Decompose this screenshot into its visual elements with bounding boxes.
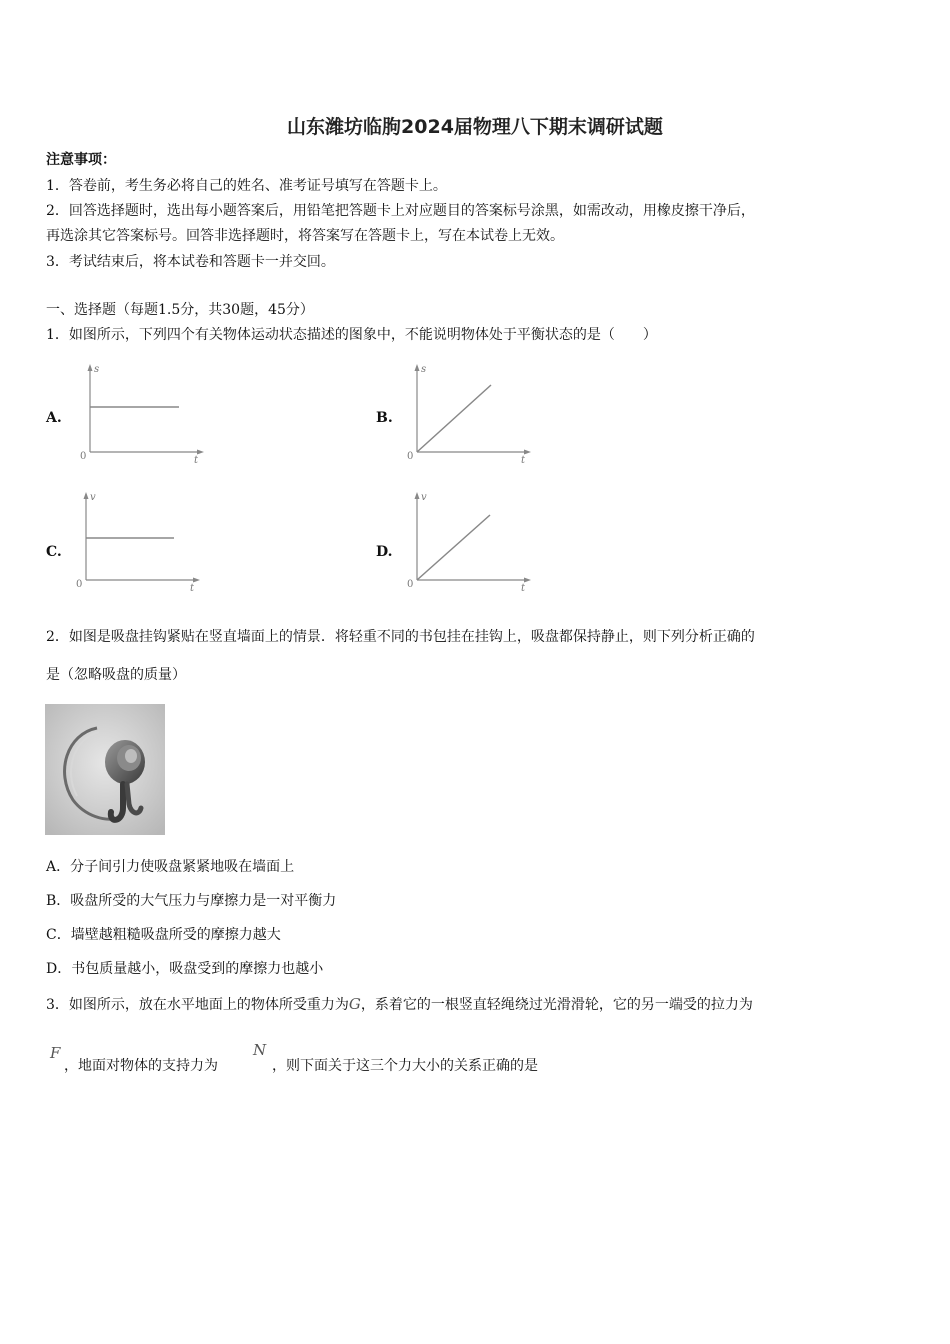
origin-label: 0: [407, 451, 414, 462]
x-axis-label: t: [521, 583, 526, 594]
y-axis-label: s: [421, 364, 427, 375]
x-axis-label: t: [521, 455, 526, 466]
section-heading: 一、选择题（每题1.5分，共30题，45分）: [46, 302, 314, 318]
question-3-stem-cont: ，地面对物体的支持力为: [64, 1058, 218, 1074]
notice-item: 再选涂其它答案标号。回答非选择题时，将答案写在答题卡上，写在本试卷上无效。: [46, 228, 564, 244]
q2-option-b: B．吸盘所受的大气压力与摩擦力是一对平衡力: [46, 893, 337, 909]
y-axis-label: s: [94, 364, 100, 375]
page-title: 山东潍坊临朐2024届物理八下期末调研试题: [287, 116, 663, 138]
q2-option-c: C．墙壁越粗糙吸盘所受的摩擦力越大: [46, 927, 281, 943]
x-axis-arrow: [197, 450, 204, 455]
option-d-label: D.: [376, 544, 393, 560]
option-b-label: B.: [376, 410, 393, 426]
notice-item: 3．考试结束后，将本试卷和答题卡一并交回。: [46, 254, 335, 270]
notice-item: 1．答卷前，考生务必将自己的姓名、准考证号填写在答题卡上。: [46, 178, 447, 194]
question-2-stem: 2．如图是吸盘挂钩紧贴在竖直墙面上的情景．将轻重不同的书包挂在挂钩上，吸盘都保持静止，则下列分析正确的: [46, 629, 755, 645]
option-c-label: C.: [46, 544, 62, 560]
question-1-stem: 1．如图所示，下列四个有关物体运动状态描述的图象中，不能说明物体处于平衡状态的是（ ）: [46, 327, 657, 343]
question-2-stem-cont: 是（忽略吸盘的质量）: [46, 667, 186, 683]
suction-hook-photo: [45, 704, 165, 835]
graph-b: [403, 362, 533, 464]
notice-item: 2．回答选择题时，选出每小题答案后，用铅笔把答题卡上对应题目的答案标号涂黑，如需改动，用橡皮擦干净后，: [46, 203, 755, 219]
option-a-label: A.: [46, 410, 62, 426]
graph-c: [72, 490, 202, 592]
graph-d: [403, 490, 533, 592]
q2-option-d: D．书包质量越小，吸盘受到的摩擦力也越小: [46, 961, 324, 977]
origin-label: 0: [80, 451, 87, 462]
symbol-f: F: [50, 1044, 61, 1062]
question-3-stem-tail: ，则下面关于这三个力大小的关系正确的是: [272, 1058, 538, 1074]
y-axis-arrow: [88, 364, 93, 371]
x-axis-label: t: [194, 455, 199, 466]
x-axis-label: t: [190, 583, 195, 594]
y-axis-label: v: [421, 492, 427, 503]
graph-line: [417, 515, 490, 580]
question-3-stem: 3．如图所示，放在水平地面上的物体所受重力为G，系着它的一根竖直轻绳绕过光滑滑轮，它的另一端受的拉力为: [46, 995, 753, 1013]
symbol-g: G: [348, 995, 361, 1013]
notice-heading: 注意事项：: [46, 152, 116, 168]
origin-label: 0: [76, 579, 83, 590]
graph-line: [417, 385, 491, 452]
symbol-n: N: [253, 1041, 267, 1059]
graph-a: [76, 362, 206, 464]
q2-option-a: A．分子间引力使吸盘紧紧地吸在墙面上: [46, 859, 295, 875]
origin-label: 0: [407, 579, 414, 590]
y-axis-label: v: [90, 492, 96, 503]
